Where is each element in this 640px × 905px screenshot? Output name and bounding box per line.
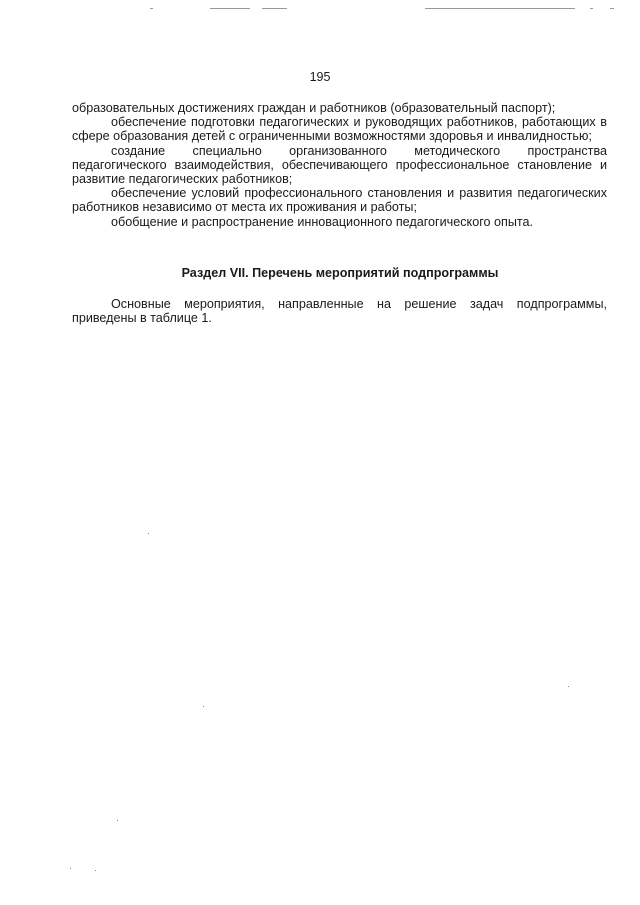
intro-text	[72, 297, 607, 325]
paragraph: обеспечение условий профессионального становления и развития педагогических работников независимо от места их проживания и работы;	[72, 186, 607, 215]
scan-speck	[148, 533, 149, 534]
scan-speck	[203, 706, 204, 707]
paragraph: Основные мероприятия, направленные на решение задач подпрограммы, приведены в таблице 1.	[72, 297, 607, 326]
scan-artifacts	[0, 8, 640, 12]
scan-speck	[95, 870, 96, 871]
page-number: 195	[309, 70, 331, 84]
scan-speck	[117, 820, 118, 821]
scan-speck	[70, 868, 71, 869]
section-title: Раздел VII. Перечень мероприятий подпрограммы	[181, 266, 499, 280]
paragraph: обеспечение подготовки педагогических и руководящих работников, работающих в сфере образования детей с ограниченными возможностями здоровья и инвалидностью;	[72, 115, 607, 144]
scan-speck	[568, 686, 569, 687]
body-text	[72, 101, 607, 229]
paragraph: обобщение и распространение инновационного педагогического опыта.	[111, 214, 534, 229]
paragraph: образовательных достижениях граждан и работников (образовательный паспорт);	[72, 101, 556, 115]
paragraph: создание специально организованного методического пространства педагогического взаимодействия, обеспечивающего профессиональное становление и развитие педагогических работников;	[72, 143, 607, 187]
